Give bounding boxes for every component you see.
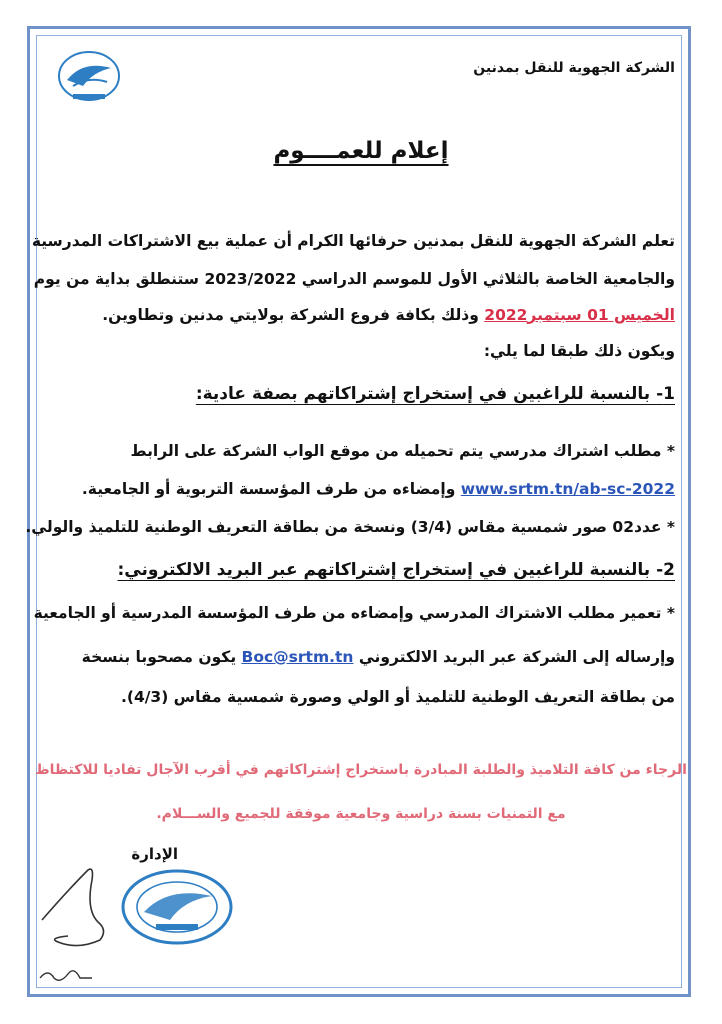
paragraph-line-2: والجامعية الخاصة بالثلاثي الأول للموسم الدراسي 2023/2022 ستنطلق بداية من يوم (33, 270, 675, 288)
footer-wishes: مع التمنيات بسنة دراسية وجامعية موفقة للجميع والســـلام. (156, 806, 566, 822)
start-date: الخميس 01 سبتمبر2022 (484, 306, 675, 324)
section-2-item-1-cont (82, 648, 675, 666)
company-logo-icon (53, 46, 125, 108)
notice-title: إعلام للعمــــوم (273, 138, 449, 164)
section-2-item-1-end: من بطاقة التعريف الوطنية للتلميذ أو الولي وصورة شمسية مقاس (4/3). (120, 688, 675, 706)
administration-label: الإدارة (131, 845, 178, 863)
section-1-item-1: * مطلب اشتراك مدرسي يتم تحميله من موقع الواب الشركة على الرابط (130, 442, 675, 460)
section-2-line-2-pre: وإرساله إلى الشركة عبر البريد الالكتروني (353, 648, 675, 666)
official-stamp-icon (118, 866, 236, 948)
section-2-item-1: * تعمير مطلب الاشتراك المدرسي وإمضاءه من طرف المؤسسة المدرسية أو الجامعية (33, 604, 675, 622)
initials-icon (34, 958, 98, 988)
paragraph-line-3 (102, 306, 675, 324)
section-1-heading: 1- بالنسبة للراغبين في إستخراج إشتراكاتهم بصفة عادية: (195, 384, 675, 404)
section-2-line-2-post: يكون مصحوبا بنسخة (81, 648, 242, 666)
section-1-item-1-rest: وإمضاءه من طرف المؤسسة التربوية أو الجامعية. (81, 480, 461, 498)
section-1-item-2: * عدد02 صور شمسية مقاس (3/4) ونسخة من بطاقة التعريف الوطنية للتلميذ والولي. (25, 518, 675, 536)
section-2-heading: 2- بالنسبة للراغبين في إستخراج إشتراكاتهم عبر البريد الالكتروني: (117, 560, 675, 580)
company-name: الشركة الجهوية للنقل بمدنين (473, 60, 675, 76)
footer-request: الرجاء من كافة التلاميذ والطلبة المبادرة باستخراج إشتراكاتهم في أقرب الآجال تفاديا للاكتظاظ (35, 762, 687, 778)
paragraph-line-4: ويكون ذلك طبقا لما يلي: (483, 342, 675, 360)
email-link[interactable]: Boc@srtm.tn (241, 648, 354, 666)
section-1-item-1-cont (82, 480, 675, 498)
paragraph-line-1: تعلم الشركة الجهوية للنقل بمدنين حرفائها الكرام أن عملية بيع الاشتراكات المدرسية (31, 232, 675, 250)
paragraph-line-3-rest: وذلك بكافة فروع الشركة بولايتي مدنين وتطاوين. (102, 306, 485, 324)
notice-title-wrap (0, 138, 722, 164)
website-link[interactable]: www.srtm.tn/ab-sc-2022 (460, 480, 675, 498)
